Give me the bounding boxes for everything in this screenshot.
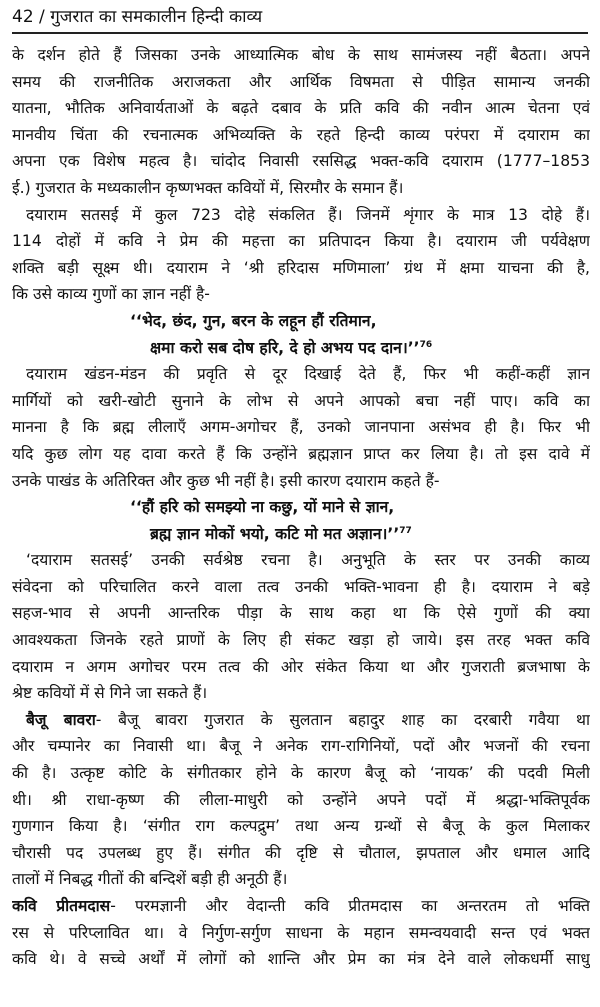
- paragraph-3-line: दयाराम खंडन-मंडन की प्रवृति से दूर दिखाई देते हैं, फिर भी कहीं-कहीं ज्ञान: [26, 365, 590, 384]
- paragraph-1-line: अपना एक विशेष महत्व है। चांदोद निवासी रससिद्ध भक्त-कवि दयाराम (1777–1853: [12, 152, 590, 171]
- paragraph-1-line: यातना, भौतिक अनिवार्यताओं के बढ़ते दबाव के प्रति कवि की नवीन आत्म चेतना एवं: [12, 99, 590, 118]
- paragraph-4-line: संवेदना को परिचालित करने वाला तत्व उनकी भक्ति-भावना ही है। दयाराम ने बड़े: [12, 577, 590, 596]
- paragraph-2-line: कि उसे काव्य गुणों का ज्ञान नहीं है-: [12, 285, 210, 304]
- running-header: [12, 4, 588, 34]
- paragraph-1-line: के दर्शन होते हैं जिसका उनके आध्यात्मिक बोध के साथ सामंजस्य नहीं बैठता। अपने: [12, 46, 590, 64]
- header-separator: /: [39, 7, 45, 27]
- paragraph-4-line: दयाराम न अगम अगोचर परम तत्व की ओर संकेत किया था और गुजराती ब्रजभाषा के: [12, 657, 590, 676]
- quote-1-line-2: [12, 335, 590, 362]
- book-title: गुजरात का समकालीन हिन्दी काव्य: [50, 7, 263, 27]
- section-heading-baiju-bawra: बैजू बावरा: [26, 710, 96, 729]
- paragraph-5-line: चौरासी पद उपलब्ध हुए हैं। संगीत की दृष्टि से चौताल, झपताल और धमाल आदि: [12, 843, 590, 862]
- paragraph-5-text: - बैजू बावरा गुजरात के सुलतान बहादुर शाह का दरबारी गवैया था: [95, 710, 590, 729]
- paragraph-5-line: और चम्पानेर का निवासी था। बैजू ने अनेक राग-रागिनियों, पदों और भजनों की रचना: [12, 737, 590, 756]
- paragraph-5-first-line: [12, 707, 590, 734]
- page-body: [12, 42, 590, 973]
- page-number: 42: [12, 7, 34, 27]
- paragraph-5-line: की है। उत्कृष्ट कोटि के संगीतकार होने के कारण बैजू को ‘नायक’ की पदवी मिली: [12, 764, 590, 783]
- paragraph-3-line: मार्गियों को खरी-खोटी सुनाने के लोभ से अपने आपको बचा नहीं पाए। कवि का: [12, 391, 590, 410]
- paragraph-6-first-line: [12, 893, 590, 920]
- footnote-marker-77: 77: [399, 525, 412, 536]
- paragraph-5-line: तालों में निबद्ध गीतों की बन्दिशें बड़ी ही अनूठी हैं।: [12, 870, 288, 889]
- quote-2-line-2: [12, 521, 590, 548]
- paragraph-3-line: मानना है कि ब्रह्म लीलाएँ अगम-अगोचर हैं, उनको जानपाना असंभव ही है। फिर भी: [12, 418, 590, 437]
- paragraph-1-line: ई.) गुजरात के मध्यकालीन कृष्णभक्त कवियों में, सिरमौर के समान हैं।: [12, 178, 404, 197]
- paragraph-6-text: - परमज्ञानी और वेदान्ती कवि प्रीतमदास का अन्तरतम तो भक्ति: [110, 897, 590, 915]
- paragraph-4-line: सहज-भाव से अपनी आन्तरिक पीड़ा के साथ कहा था कि ऐसे गुणों की क्या: [12, 604, 590, 623]
- paragraph-5-line: गुणगान किया है। ‘संगीत राग कल्पद्रुम’ तथा अन्य ग्रन्थों से बैजू के कुल मिलाकर: [12, 817, 590, 836]
- paragraph-2-line: 114 दोहों में कवि ने प्रेम की महत्ता का प्रतिपादन किया है। दयाराम जी पर्यवेक्षण: [12, 232, 590, 251]
- paragraph-3-line: उनके पाखंड के अतिरिक्त और कुछ भी नहीं है। इसी कारण दयाराम कहते हैं-: [12, 471, 440, 490]
- paragraph-6-line: रस से परिप्लावित था। वे निर्गुण-सर्गुण साधना के महान समन्वयवादी सन्त एवं भक्त: [12, 923, 590, 942]
- paragraph-3-line: यदि कुछ लोग यह दावा करते हैं कि उन्होंने ब्रह्मज्ञान प्राप्त कर लिया है। तो इस दावे में: [12, 444, 590, 463]
- paragraph-5-line: थी। श्री राधा-कृष्ण की लीला-माधुरी को उन्होंने अपने पदों में श्रद्धा-भक्तिपूर्वक: [12, 790, 590, 809]
- quote-1-text: क्षमा करो सब दोष हरि, दे हो अभय पद दान।’’: [150, 338, 420, 357]
- paragraph-4-line: ‘दयाराम सतसई’ उनकी सर्वश्रेष्ठ रचना है। अनुभूति के स्तर पर उनकी काव्य: [26, 551, 590, 570]
- footnote-marker-76: 76: [419, 339, 433, 350]
- paragraph-2-line: दयाराम सतसई में कुल 723 दोहे संकलित हैं। जिनमें शृंगार के मात्र 13 दोहे हैं।: [26, 205, 590, 224]
- paragraph-6-line: कवि थे। वे सच्चे अर्थों में लोगों को शान्ति और प्रेम का मंत्र देने वाले लोकधर्मी साधु: [12, 950, 590, 969]
- section-heading-kavi-pritamdas: कवि प्रीतमदास: [12, 897, 111, 915]
- paragraph-1-line: समय की राजनीतिक अराजकता और आर्थिक विषमता से पीड़ित सामान्य जनकी: [12, 72, 590, 91]
- quote-1-line-1: ‘‘भेद, छंद, गुन, बरन के लहून हौं रतिमान,: [130, 311, 377, 330]
- paragraph-4-line: आवश्यकता जिनके रहते प्राणों के लिए ही संकट खड़ा हो जाये। इस तरह भक्त कवि: [12, 631, 590, 650]
- quote-2-text: ब्रह्म ज्ञान मोकों भयो, कटि मो मत अज्ञान।’’: [150, 524, 400, 543]
- paragraph-4-line: श्रेष्ट कवियों में से गिने जा सकते हैं।: [12, 684, 208, 703]
- header-line: [12, 4, 588, 30]
- quote-2-line-1: ‘‘हौं हरि को समझ्यो ना कछु, यों माने से ज्ञान,: [130, 498, 395, 517]
- paragraph-1-line: मानवीय चिंता की रचनात्मक अभिव्यक्ति के रहते हिन्दी काव्य परंपरा में दयाराम का: [12, 125, 590, 144]
- paragraph-2-line: शक्ति बड़ी सूक्ष्म थी। दयाराम ने ‘श्री हरिदास मणिमाला’ ग्रंथ में क्षमा याचना की है,: [12, 258, 590, 277]
